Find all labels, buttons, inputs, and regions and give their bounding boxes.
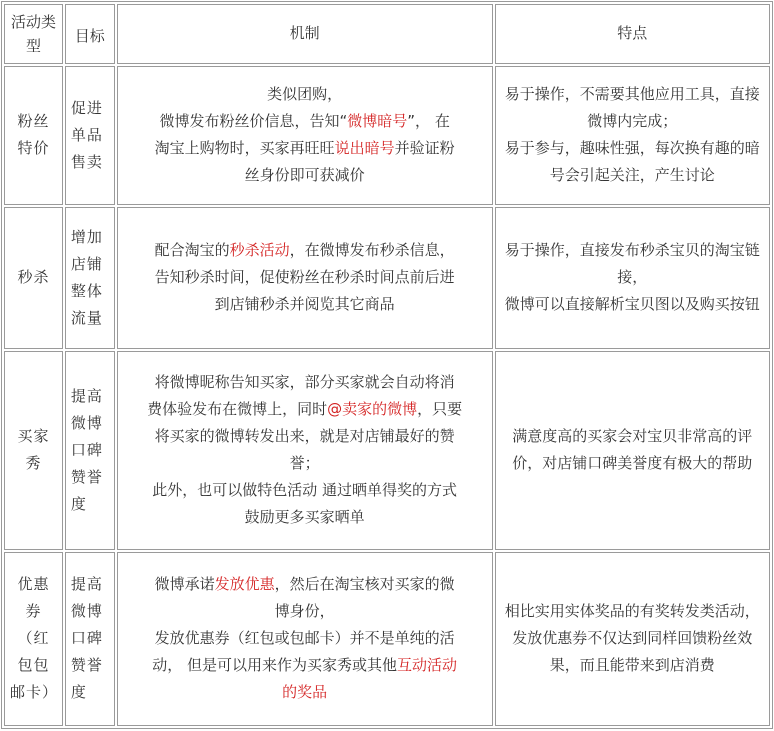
mechanism-line: 丝身份即可获减价: [244, 166, 365, 185]
mechanism-line: [123, 135, 487, 162]
table-row: [4, 66, 770, 206]
mechanism-text: 并验证粉: [394, 139, 455, 158]
features-cell: [495, 552, 770, 726]
highlight-text: 秒杀活动: [229, 241, 290, 260]
type-cell: 优惠券（红包包邮卡）: [4, 552, 63, 726]
features-text: 易于操作，直接发布秒杀宝贝的淘宝链接，: [504, 241, 760, 287]
goal-cell: 提高微博口碑赞誉度: [65, 552, 115, 726]
mechanism-text: ”， 在: [407, 112, 450, 131]
highlight-text: 微博暗号: [347, 112, 408, 131]
mechanism-text: ，然后在淘宝核对买家的微: [274, 575, 455, 594]
table-row: [4, 351, 770, 550]
features-text: 易于操作，不需要其他应用工具，直接微博内完成；: [504, 85, 760, 131]
header-type: 活动类型: [4, 4, 63, 64]
header-features: 特点: [495, 4, 770, 64]
mechanism-text: ，只要: [417, 400, 463, 419]
mechanism-line: 博身份，: [274, 602, 335, 621]
activity-table: [1, 1, 773, 729]
mechanism-text: 淘宝上购物时，买家再旺旺: [154, 139, 335, 158]
mechanism-line: 将微博昵称告知买家，部分买家就会自动将消: [154, 373, 455, 392]
header-goal: 目标: [65, 4, 115, 64]
mechanism-line: 鼓励更多买家晒单: [244, 508, 365, 527]
mechanism-cell: [117, 552, 493, 726]
mechanism-cell: [117, 207, 493, 349]
features-text: 相比实用实体奖品的有奖转发类活动，发放优惠券不仅达到同样回馈粉丝效果，而且能带来到店消费: [504, 602, 760, 675]
features-cell: [495, 351, 770, 550]
mechanism-line: 将买家的微博转发出来，就是对店铺最好的赞: [154, 427, 455, 446]
mechanism-text: ，在微博发布秒杀信息，: [289, 241, 455, 260]
type-cell: 粉丝特价: [4, 66, 63, 206]
mechanism-line: 告知秒杀时间，促使粉丝在秒杀时间点前后进: [154, 268, 455, 287]
features-cell: [495, 66, 770, 206]
highlight-text: @卖家的微博: [327, 400, 418, 419]
mechanism-line: 此外，也可以做特色活动 通过晒单得奖的方式: [152, 481, 458, 500]
mechanism-line: [123, 108, 487, 135]
highlight-text: 的奖品: [282, 683, 328, 702]
features-text: 满意度高的买家会对宝贝非常高的评价，对店铺口碑美誉度有极大的帮助: [512, 427, 753, 473]
mechanism-line: [123, 652, 487, 679]
goal-cell: 提高微博口碑赞誉度: [65, 351, 115, 550]
header-row: [4, 4, 770, 64]
mechanism-line: 到店铺秒杀并阅览其它商品: [214, 295, 395, 314]
mechanism-line: [123, 237, 487, 264]
highlight-text: 互动活动: [397, 656, 458, 675]
mechanism-cell: [117, 351, 493, 550]
highlight-text: 发放优惠: [214, 575, 275, 594]
table-row: [4, 552, 770, 726]
mechanism-line: 发放优惠券（红包或包邮卡）并不是单纯的活: [154, 629, 455, 648]
mechanism-text: 微博发布粉丝价信息，告知“: [159, 112, 348, 131]
type-cell: 秒杀: [4, 207, 63, 349]
header-mechanism: 机制: [117, 4, 493, 64]
type-cell: 买家秀: [4, 351, 63, 550]
highlight-text: 说出暗号: [334, 139, 395, 158]
features-text: 微博可以直接解析宝贝图以及购买按钮: [504, 295, 760, 314]
mechanism-text: 配合淘宝的: [154, 241, 230, 260]
mechanism-cell: [117, 66, 493, 206]
goal-cell: 促进单品售卖: [65, 66, 115, 206]
features-text: 易于参与，趣味性强，每次换有趣的暗号会引起关注，产生讨论: [504, 139, 760, 185]
mechanism-line: [123, 396, 487, 423]
goal-cell: 增加店铺整体流量: [65, 207, 115, 349]
features-cell: [495, 207, 770, 349]
mechanism-line: 誉；: [289, 454, 320, 473]
table-row: [4, 207, 770, 349]
mechanism-text: 动， 但是可以用来作为买家秀或其他: [152, 656, 398, 675]
mechanism-line: 类似团购，: [267, 85, 343, 104]
mechanism-text: 费体验发布在微博上，同时: [147, 400, 328, 419]
mechanism-text: 微博承诺: [154, 575, 215, 594]
mechanism-line: [123, 571, 487, 598]
